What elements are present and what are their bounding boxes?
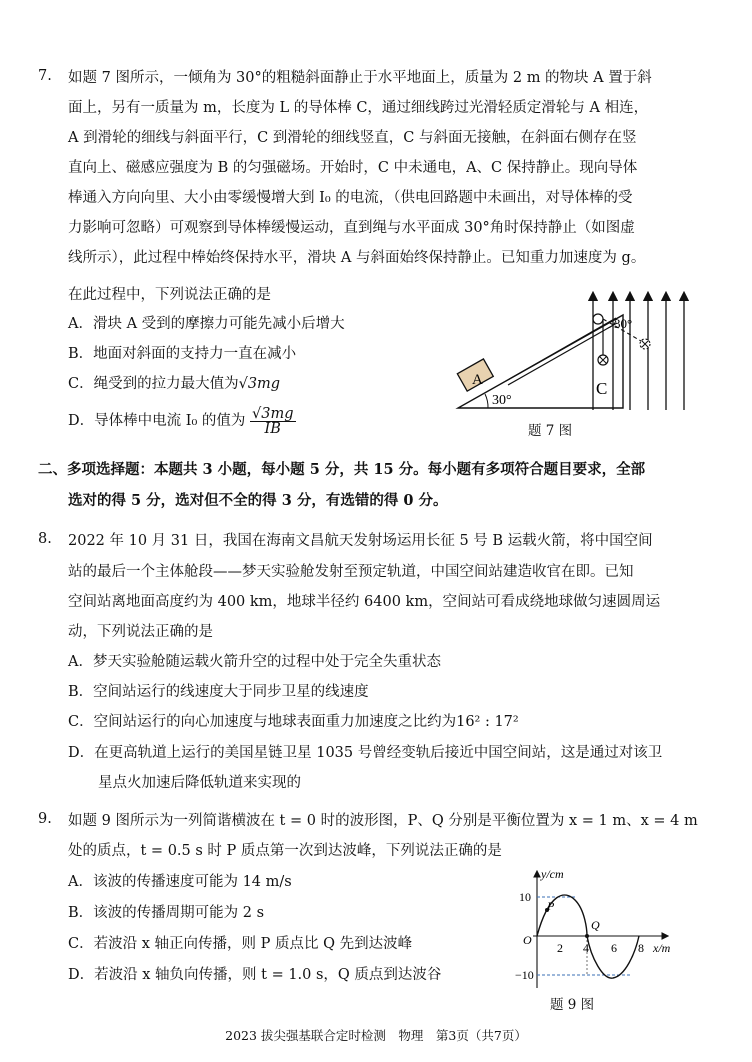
q7-figure-caption: 题 7 图 bbox=[528, 423, 573, 439]
q7-option-d-fraction bbox=[250, 407, 296, 436]
q7-number: 7. bbox=[38, 68, 52, 84]
q7-line-6: 力影响可忽略）可观察到导体棒缓慢运动，直到绳与水平面成 30°角时保持静止（如图虚 bbox=[68, 220, 635, 236]
origin-label: O bbox=[523, 933, 532, 947]
x-tick-2: 2 bbox=[557, 941, 563, 955]
section2-heading-line-2: 选对的得 5 分，选对但不全的得 3 分，有选错的得 0 分。 bbox=[68, 492, 448, 509]
q8-option-b: B．空间站运行的线速度大于同步卫星的线速度 bbox=[68, 684, 369, 700]
q8-line-1: 2022 年 10 月 31 日，我国在海南文昌航天发射场运用长征 5 号 B 运载火箭，将中国空间 bbox=[68, 533, 653, 549]
q7-option-b: B．地面对斜面的支持力一直在减小 bbox=[68, 346, 297, 362]
q8-option-d-line-1: D．在更高轨道上运行的美国星链卫星 1035 号曾经变轨后接近中国空间站，这是通过对该卫 bbox=[68, 745, 663, 761]
q7-line-1: 如题 7 图所示，一倾角为 30°的粗糙斜面静止于水平地面上，质量为 2 m 的物块 A 置于斜 bbox=[68, 70, 652, 86]
q7-line-2: 面上，另有一质量为 m，长度为 L 的导体棒 C，通过细线跨过光滑轻质定滑轮与 A 相连， bbox=[68, 100, 649, 116]
point-q bbox=[585, 934, 589, 938]
q7-option-c-prefix: C．绳受到的拉力最大值为 bbox=[68, 376, 239, 392]
q9-line-2: 处的质点，t = 0.5 s 时 P 质点第一次到达波峰，下列说法正确的是 bbox=[68, 843, 502, 859]
rope-incline bbox=[506, 318, 616, 381]
angle-incline-label: 30° bbox=[492, 393, 512, 408]
q8-line-2: 站的最后一个主体舱段——梦天实验舱发射至预定轨道，中国空间站建造收官在即。已知 bbox=[68, 564, 634, 580]
q9-option-c: C．若波沿 x 轴正向传播，则 P 质点比 Q 先到达波峰 bbox=[68, 936, 413, 952]
q7-figure bbox=[448, 288, 708, 418]
q7-line-7: 线所示），此过程中棒始终保持水平，滑块 A 与斜面始终保持静止。已知重力加速度为 g。 bbox=[68, 250, 646, 266]
label-q: Q bbox=[591, 918, 600, 932]
q7-option-d-denominator: IB bbox=[264, 420, 281, 437]
label-a: A bbox=[472, 372, 483, 388]
q8-option-d-line-2: 星点火加速后降低轨道来实现的 bbox=[98, 775, 301, 791]
q8-option-c-prefix: C．空间站运行的向心加速度与地球表面重力加速度之比约为 bbox=[68, 714, 457, 730]
x-tick-6: 6 bbox=[611, 941, 617, 955]
q9-option-d: D．若波沿 x 轴负向传播，则 t = 1.0 s，Q 质点到达波谷 bbox=[68, 967, 442, 983]
angle-rope-label: 30° bbox=[614, 316, 633, 331]
q7-option-d-prefix: D．导体棒中电流 I₀ 的值为 bbox=[68, 413, 246, 429]
q7-line-8: 在此过程中，下列说法正确的是 bbox=[68, 287, 271, 303]
q9-option-a: A．该波的传播速度可能为 14 m/s bbox=[68, 874, 292, 890]
q8-option-c-value: 16² : 17² bbox=[456, 714, 519, 730]
label-c: C bbox=[596, 379, 608, 398]
q7-line-3: A 到滑轮的细线与斜面平行，C 到滑轮的细线竖直，C 与斜面无接触，在斜面右侧存在竖 bbox=[68, 130, 637, 146]
q8-line-3: 空间站离地面高度约为 400 km，地球半径约 6400 km，空间站可看成绕地球做匀速圆周运 bbox=[68, 594, 661, 610]
section2-heading-line-1: 二、多项选择题：本题共 3 小题，每小题 5 分，共 15 分。每小题有多项符合题目要求，全部 bbox=[38, 461, 646, 478]
q8-number: 8. bbox=[38, 531, 52, 547]
q9-option-b: B．该波的传播周期可能为 2 s bbox=[68, 905, 265, 921]
q7-line-5: 棒通入方向向里、大小由零缓慢增大到 I₀ 的电流，（供电回路题中未画出，对导体棒的受 bbox=[68, 190, 633, 206]
q9-figure-caption: 题 9 图 bbox=[550, 997, 595, 1013]
q7-option-a: A．滑块 A 受到的摩擦力可能先减小后增大 bbox=[68, 316, 345, 332]
q9-number: 9. bbox=[38, 811, 52, 827]
y-tick-10: 10 bbox=[519, 890, 531, 904]
q9-figure bbox=[515, 866, 675, 996]
q7-option-d bbox=[68, 404, 296, 438]
x-tick-4: 4 bbox=[583, 941, 589, 955]
q8-option-a: A．梦天实验舱随运载火箭升空的过程中处于完全失重状态 bbox=[68, 654, 441, 670]
q9-line-1: 如题 9 图所示为一列简谐横波在 t = 0 时的波形图，P、Q 分别是平衡位置为 x = 1 m、x = 4 m bbox=[68, 813, 698, 829]
q8-option-c bbox=[68, 712, 519, 732]
x-tick-8: 8 bbox=[638, 941, 644, 955]
q7-line-4: 直向上、磁感应强度为 B 的匀强磁场。开始时，C 中未通电，A、C 保持静止。现向导体 bbox=[68, 160, 638, 176]
q7-option-c bbox=[68, 374, 280, 394]
pulley bbox=[593, 314, 603, 324]
x-axis-label: x/m bbox=[653, 941, 671, 955]
page-footer: 2023 拔尖强基联合定时检测 物理 第3页（共7页） bbox=[225, 1028, 527, 1043]
q7-option-c-value: √3mg bbox=[238, 376, 281, 392]
y-axis-label: y/cm bbox=[541, 867, 564, 881]
q7-option-d-numerator: √3mg bbox=[252, 405, 294, 422]
y-tick-minus-10: −10 bbox=[515, 968, 534, 982]
q8-line-4: 动，下列说法正确的是 bbox=[68, 624, 213, 640]
label-p: P bbox=[547, 899, 555, 913]
